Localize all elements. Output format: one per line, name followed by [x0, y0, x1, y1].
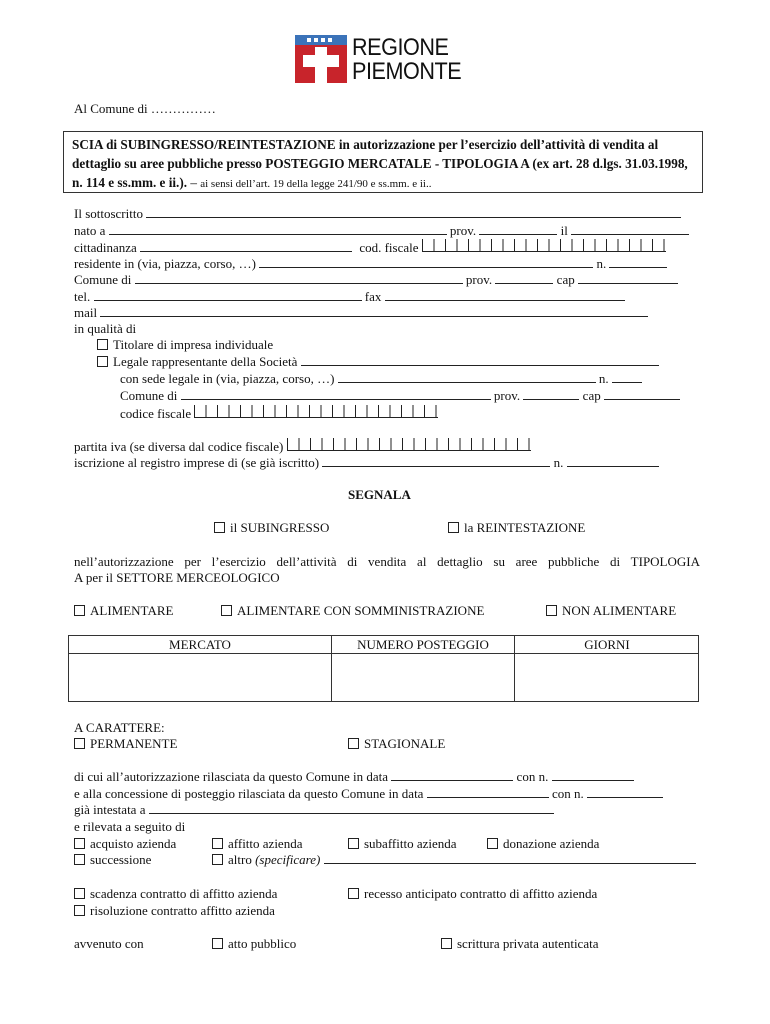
checkbox-recesso[interactable] [348, 888, 359, 899]
checkbox-altro[interactable] [212, 854, 223, 865]
checkbox-scrittura-privata[interactable] [441, 938, 452, 949]
checkbox-successione[interactable] [74, 854, 85, 865]
option-affitto[interactable]: affitto azienda [212, 836, 302, 852]
segnala-heading: SEGNALA [348, 487, 411, 502]
gia-intestata-field[interactable] [149, 802, 554, 814]
row-gia-intestata: già intestata a [74, 802, 554, 818]
autorizzazione-data-field[interactable] [391, 769, 513, 781]
checkbox-affitto[interactable] [212, 838, 223, 849]
row-comune: Comune di prov. cap [74, 272, 678, 288]
option-subingresso[interactable]: il SUBINGRESSO [214, 520, 329, 536]
societa-field[interactable] [301, 354, 659, 366]
prov-residenza-field[interactable] [495, 272, 553, 284]
cittadinanza-field[interactable] [140, 240, 352, 252]
sede-cap-field[interactable] [604, 388, 680, 400]
sede-civico-field[interactable] [612, 371, 642, 383]
row-partita-iva: partita iva (se diversa dal codice fiscale) [74, 438, 531, 455]
row-iscrizione: iscrizione al registro imprese di (se già iscritto) n. [74, 455, 659, 471]
avvenuto-label: avvenuto con [74, 936, 144, 951]
carattere-label: A CARATTERE: [74, 720, 165, 735]
checkbox-acquisto[interactable] [74, 838, 85, 849]
row-mail: mail [74, 305, 648, 321]
logo-line-1: REGIONE [352, 34, 449, 61]
option-reintestazione[interactable]: la REINTESTAZIONE [448, 520, 585, 536]
option-recesso[interactable]: recesso anticipato contratto di affitto azienda [348, 886, 597, 902]
checkbox-stagionale[interactable] [348, 738, 359, 749]
concessione-numero-field[interactable] [587, 786, 663, 798]
option-risoluzione[interactable]: risoluzione contratto affitto azienda [74, 903, 275, 919]
fax-field[interactable] [385, 289, 625, 301]
rilevata-label: e rilevata a seguito di [74, 819, 186, 834]
checkbox-atto-pubblico[interactable] [212, 938, 223, 949]
option-donazione[interactable]: donazione azienda [487, 836, 599, 852]
regione-piemonte-logo [295, 35, 470, 85]
data-nascita-field[interactable] [571, 223, 689, 235]
checkbox-donazione[interactable] [487, 838, 498, 849]
row-sede-comune: Comune di prov. cap [120, 388, 680, 404]
title-box: SCIA di SUBINGRESSO/REINTESTAZIONE in autorizzazione per l’esercizio dell’attività di vendita al dettaglio su aree pubbliche presso POSTEGGIO MERCATALE - TIPOLOGIA A (ex art. 28 d.lgs. 31.03.1998, n. 114 e ss.mm. e ii.). – ai sensi dell’art. 19 della legge 241/90 e ss.mm. e ii.. [63, 131, 703, 193]
row-residente: residente in (via, piazza, corso, …) n. [74, 256, 667, 272]
row-legale: Legale rappresentante della Società [97, 354, 659, 370]
concessione-data-field[interactable] [427, 786, 549, 798]
option-alimentare-somministrazione[interactable]: ALIMENTARE CON SOMMINISTRAZIONE [221, 603, 484, 619]
checkbox-permanente[interactable] [74, 738, 85, 749]
civico-field[interactable] [609, 256, 667, 268]
cell-mercato[interactable] [69, 654, 331, 702]
mercato-table [68, 635, 699, 702]
row-sede-legale: con sede legale in (via, piazza, corso, …) n. [120, 371, 642, 387]
option-stagionale[interactable]: STAGIONALE [348, 736, 445, 752]
mail-field[interactable] [100, 305, 648, 317]
option-atto-pubblico[interactable]: atto pubblico [212, 936, 296, 952]
header-mercato: MERCATO [169, 637, 231, 652]
option-alimentare[interactable]: ALIMENTARE [74, 603, 173, 619]
settore-text-1: nell’autorizzazione per l’esercizio dell’attività di vendita al dettaglio su aree pubbliche di TIPOLOGIA [74, 554, 700, 569]
title-legal-ref: ai sensi dell’art. 19 della legge 241/90 e ss.mm. e ii.. [200, 178, 432, 190]
row-altro: altro (specificare) [212, 852, 696, 868]
checkbox-risoluzione[interactable] [74, 905, 85, 916]
checkbox-reintestazione[interactable] [448, 522, 459, 533]
header-numero-posteggio: NUMERO POSTEGGIO [357, 637, 489, 652]
tel-field[interactable] [94, 289, 362, 301]
checkbox-scadenza[interactable] [74, 888, 85, 899]
prov-nascita-field[interactable] [479, 223, 557, 235]
nato-a-field[interactable] [109, 223, 447, 235]
option-scadenza[interactable]: scadenza contratto di affitto azienda [74, 886, 277, 902]
comune-residenza-field[interactable] [135, 272, 463, 284]
checkbox-alimentare-somministrazione[interactable] [221, 605, 232, 616]
title-bold: SCIA di SUBINGRESSO/REINTESTAZIONE in autorizzazione per l’esercizio dell’attività di vendita al dettaglio su aree pubbliche presso POSTEGGIO MERCATALE - TIPOLOGIA A (ex art. 28 d.lgs. 31.03.1998, n. 114 e ss.mm. e ii.). [72, 137, 688, 190]
option-non-alimentare[interactable]: NON ALIMENTARE [546, 603, 676, 619]
row-autorizzazione: di cui all’autorizzazione rilasciata da questo Comune in data con n. [74, 769, 634, 785]
iscrizione-numero-field[interactable] [567, 455, 659, 467]
cap-residenza-field[interactable] [578, 272, 678, 284]
row-tel: tel. fax [74, 289, 625, 305]
option-subaffitto[interactable]: subaffitto azienda [348, 836, 457, 852]
to-comune: Al Comune di …………… [74, 101, 216, 116]
sede-prov-field[interactable] [523, 388, 579, 400]
row-sede-cf: codice fiscale [120, 405, 438, 422]
settore-text-2: A per il SETTORE MERCEOLOGICO [74, 570, 280, 585]
registro-imprese-field[interactable] [322, 455, 550, 467]
logo-line-2: PIEMONTE [352, 58, 462, 85]
checkbox-non-alimentare[interactable] [546, 605, 557, 616]
altro-specificare-field[interactable] [324, 852, 696, 864]
sede-legale-field[interactable] [338, 371, 596, 383]
cell-giorni[interactable] [515, 654, 699, 702]
checkbox-subingresso[interactable] [214, 522, 225, 533]
checkbox-titolare[interactable] [97, 339, 108, 350]
societa-codice-fiscale-cells[interactable] [194, 405, 438, 418]
cell-numero-posteggio[interactable] [332, 654, 514, 702]
in-qualita-label: in qualità di [74, 321, 137, 336]
sede-comune-field[interactable] [181, 388, 491, 400]
header-giorni: GIORNI [584, 637, 630, 652]
option-successione[interactable]: successione [74, 852, 151, 868]
row-concessione: e alla concessione di posteggio rilasciata da questo Comune in data con n. [74, 786, 663, 802]
codice-fiscale-cells[interactable] [422, 239, 666, 252]
checkbox-legale-rappresentante[interactable] [97, 356, 108, 367]
row-sottoscritto: Il sottoscritto [74, 206, 681, 222]
partita-iva-cells[interactable] [287, 438, 531, 451]
option-acquisto[interactable]: acquisto azienda [74, 836, 176, 852]
checkbox-subaffitto[interactable] [348, 838, 359, 849]
autorizzazione-numero-field[interactable] [552, 769, 634, 781]
sottoscritto-field[interactable] [146, 206, 681, 218]
residente-field[interactable] [259, 256, 593, 268]
checkbox-alimentare[interactable] [74, 605, 85, 616]
option-titolare[interactable]: Titolare di impresa individuale [97, 337, 273, 353]
option-permanente[interactable]: PERMANENTE [74, 736, 177, 752]
row-nato: nato a prov. il [74, 223, 689, 239]
option-scrittura-privata[interactable]: scrittura privata autenticata [441, 936, 598, 952]
row-cittadinanza: cittadinanza cod. fiscale [74, 239, 666, 256]
